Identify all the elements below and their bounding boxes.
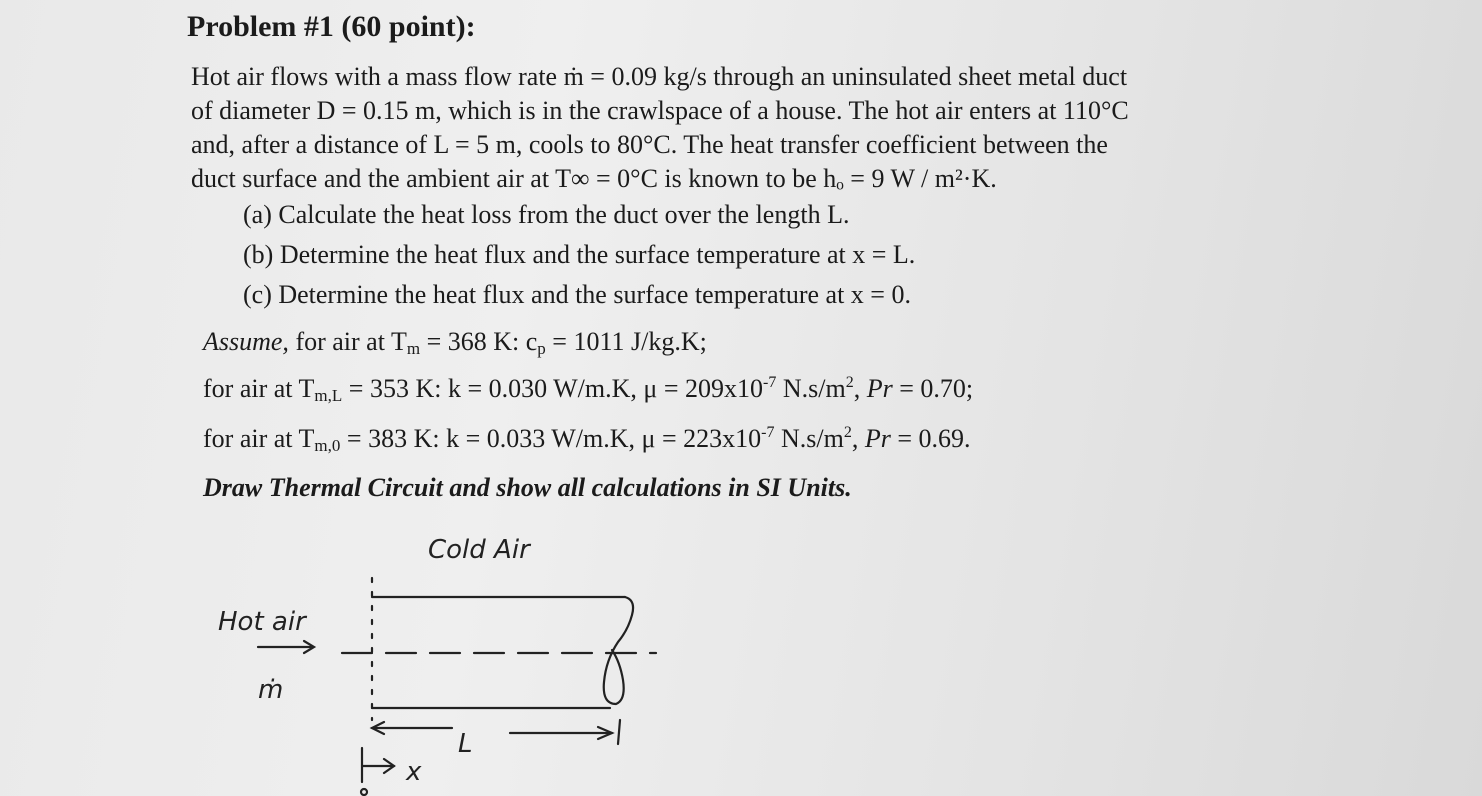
superscript: -7 <box>761 424 775 441</box>
assumption-text: = 0.70; <box>892 374 974 403</box>
subscript: m <box>406 339 421 358</box>
subscript: p <box>537 339 546 358</box>
duct-sketch <box>200 520 680 796</box>
length-end-tick <box>618 720 620 744</box>
assumption-text: = 383 K: k = 0.033 W/m.K, μ = 223x10 <box>340 424 762 453</box>
question-b: (b) Determine the heat flux and the surface temperature at x = L. <box>243 240 916 269</box>
cold-air-label: Cold Air <box>428 535 530 565</box>
statement-line: duct surface and the ambient air at T∞ = 0°C is known to be hₒ = 9 W / m²·K. <box>191 164 997 193</box>
question-c: (c) Determine the heat flux and the surface temperature at x = 0. <box>243 280 911 309</box>
assumption-line-1 <box>203 327 707 359</box>
assumption-text: for air at T <box>203 424 315 453</box>
assumption-text: for air at T <box>203 374 315 403</box>
assumption-line-3 <box>203 424 970 456</box>
question-a: (a) Calculate the heat loss from the duct over the length L. <box>243 200 850 229</box>
problem-statement <box>191 60 1291 196</box>
subscript: m,0 <box>314 436 341 455</box>
statement-line: Hot air flows with a mass flow rate ṁ = 0.09 kg/s through an uninsulated sheet metal duct <box>191 62 1128 91</box>
assumption-line-2 <box>203 374 973 406</box>
subscript: m,L <box>314 386 343 405</box>
assumption-text: , <box>853 374 867 403</box>
problem-title: Problem #1 (60 point): <box>187 10 476 43</box>
instruction-text: Draw Thermal Circuit and show all calculations in SI Units. <box>203 473 852 502</box>
x-axis-label: x <box>406 757 422 787</box>
duct-end-cross-section <box>604 597 633 704</box>
assumption-text: , <box>851 424 865 453</box>
assumption-text: for air at T <box>288 327 407 356</box>
length-label: L <box>458 729 473 759</box>
superscript: 2 <box>843 424 852 441</box>
assumption-text: = 368 K: c <box>420 327 538 356</box>
origin-mark <box>361 789 367 795</box>
superscript: 2 <box>845 374 854 391</box>
statement-line: of diameter D = 0.15 m, which is in the crawlspace of a house. The hot air enters at 110°C <box>191 96 1129 125</box>
superscript: -7 <box>763 374 777 391</box>
assumption-text: N.s/m <box>774 424 844 453</box>
assume-lead: Assume, <box>203 327 289 356</box>
assumption-text: N.s/m <box>776 374 846 403</box>
statement-line: and, after a distance of L = 5 m, cools to 80°C. The heat transfer coefficient between the <box>191 130 1108 159</box>
assumption-text: = 353 K: k = 0.030 W/m.K, μ = 209x10 <box>342 374 764 403</box>
prandtl-symbol: Pr <box>864 424 891 453</box>
hot-air-label: Hot air <box>218 607 306 637</box>
mdot-label: ṁ <box>258 675 284 705</box>
prandtl-symbol: Pr <box>866 374 893 403</box>
assumption-text: = 0.69. <box>890 424 971 453</box>
assumption-text: = 1011 J/kg.K; <box>545 327 707 356</box>
duct-outline <box>258 578 656 795</box>
